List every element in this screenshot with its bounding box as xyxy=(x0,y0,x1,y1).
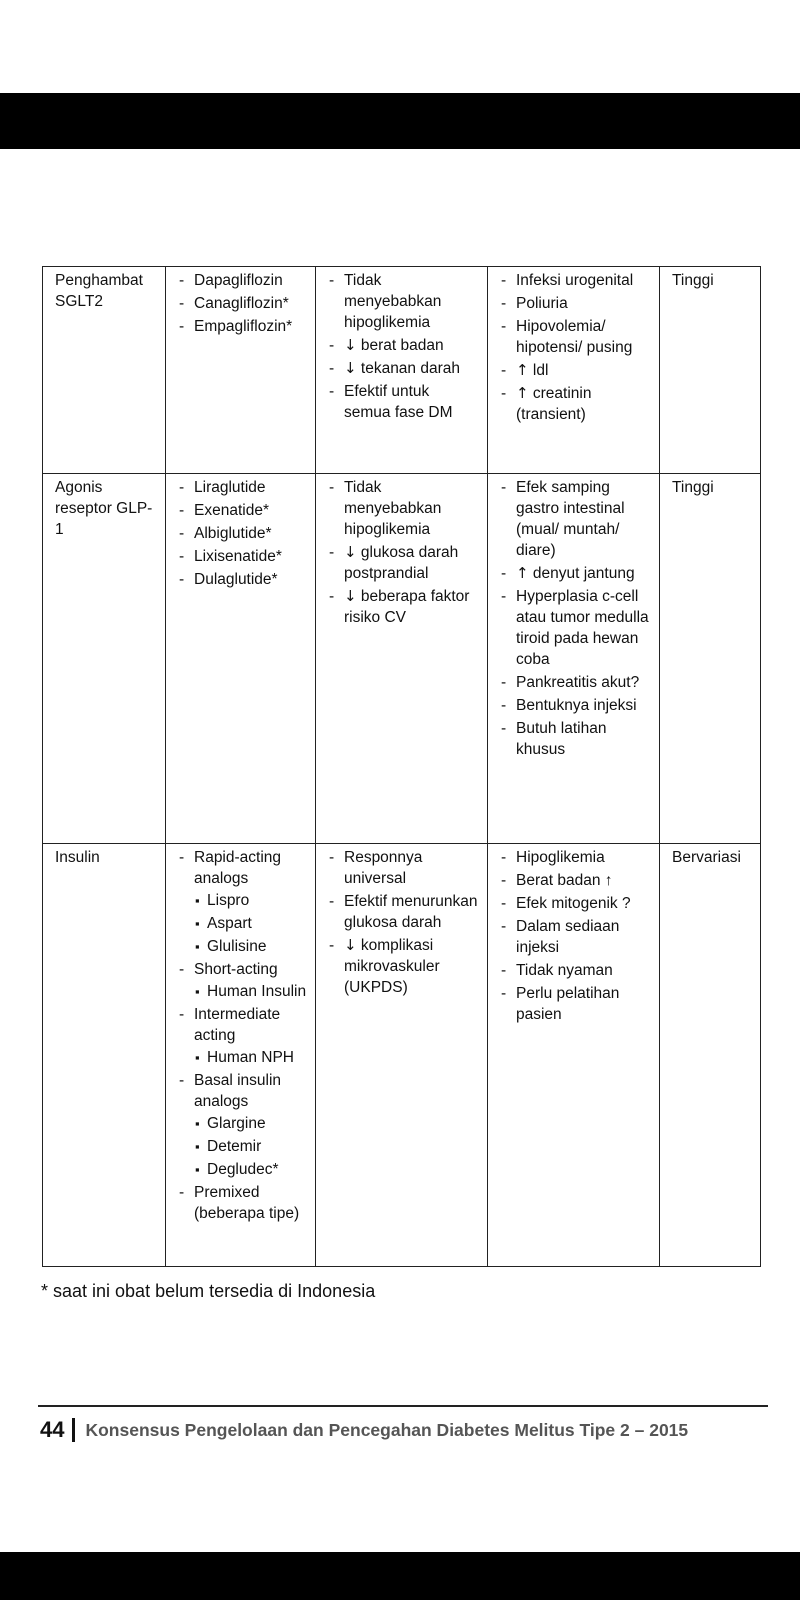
list-item: - Infeksi urogenital xyxy=(500,270,651,291)
list-item: - Efektif untuk semua fase DM xyxy=(328,381,479,423)
arrow-down-icon: ↓ xyxy=(344,936,357,954)
footer-separator xyxy=(72,1418,75,1442)
drug-class-name: Insulin xyxy=(55,849,100,866)
list-item: - Butuh latihan khusus xyxy=(500,718,651,760)
advantages-cell xyxy=(316,844,488,1267)
list-item: - ↑ denyut jantung xyxy=(500,563,651,584)
list-item: - Dulaglutide* xyxy=(178,569,307,590)
footer-title: Konsensus Pengelolaan dan Pencegahan Diabetes Melitus Tipe 2 – 2015 xyxy=(85,1419,689,1440)
advantages-list xyxy=(328,270,479,423)
list-item: - Premixed (beberapa tipe) xyxy=(178,1182,307,1224)
arrow-down-icon: ↓ xyxy=(344,587,357,605)
drug-class-name: Agonis reseptor GLP-1 xyxy=(55,479,153,538)
advantages-list xyxy=(328,847,479,998)
list-item: - ↑ ldl xyxy=(500,360,651,381)
list-item: ▪ Lispro xyxy=(194,890,307,911)
list-item: - ↓ glukosa darah postprandial xyxy=(328,542,479,584)
disadvantages-cell xyxy=(488,474,660,844)
list-item: - Berat badan ↑ xyxy=(500,870,651,891)
list-item: ▪ Human Insulin xyxy=(194,981,307,1002)
list-item: - Albiglutide* xyxy=(178,523,307,544)
page-footer xyxy=(40,1415,688,1445)
list-item: - Short-acting ▪ Human Insulin xyxy=(178,959,307,1002)
top-black-bar xyxy=(0,93,800,149)
table-row xyxy=(43,474,761,844)
footnote: * saat ini obat belum tersedia di Indonesia xyxy=(41,1281,376,1301)
bottom-black-bar xyxy=(0,1552,800,1600)
insulin-type-list xyxy=(178,847,307,1224)
list-item: - ↓ beberapa faktor risiko CV xyxy=(328,586,479,628)
disadvantages-cell xyxy=(488,844,660,1267)
drug-list xyxy=(178,477,307,590)
list-item: - Efektif menurunkan glukosa darah xyxy=(328,891,479,933)
disadvantages-cell xyxy=(488,267,660,474)
list-item: - ↑ creatinin (transient) xyxy=(500,383,651,425)
insulin-sublist xyxy=(194,981,307,1002)
list-item: ▪ Glulisine xyxy=(194,936,307,957)
arrow-down-icon: ↓ xyxy=(344,543,357,561)
drug-class-cell xyxy=(43,474,166,844)
list-item: - Bentuknya injeksi xyxy=(500,695,651,716)
arrow-down-icon: ↓ xyxy=(344,336,357,354)
list-item: - ↓ tekanan darah xyxy=(328,358,479,379)
list-item: ▪ Degludec* xyxy=(194,1159,307,1180)
insulin-sublist xyxy=(194,1047,307,1068)
list-item: - Tidak menyebabkan hipoglikemia xyxy=(328,477,479,540)
drug-class-cell xyxy=(43,267,166,474)
list-item: - Canagliflozin* xyxy=(178,293,307,314)
list-item: ▪ Glargine xyxy=(194,1113,307,1134)
list-item: - Efek mitogenik ? xyxy=(500,893,651,914)
drug-class-name: Penghambat SGLT2 xyxy=(55,272,143,310)
table-row xyxy=(43,844,761,1267)
list-item: - Tidak nyaman xyxy=(500,960,651,981)
cost-value: Bervariasi xyxy=(672,849,741,866)
table-row xyxy=(43,267,761,474)
list-item: ▪ Aspart xyxy=(194,913,307,934)
list-item: - Hipovolemia/ hipotensi/ pusing xyxy=(500,316,651,358)
arrow-up-icon: ↑ xyxy=(516,361,529,379)
drug-list-cell xyxy=(166,267,316,474)
advantages-cell xyxy=(316,267,488,474)
cost-cell xyxy=(660,474,761,844)
list-item: - Efek samping gastro intestinal (mual/ muntah/ diare) xyxy=(500,477,651,561)
list-item: - Dalam sediaan injeksi xyxy=(500,916,651,958)
list-item: - Intermediate acting ▪ Human NPH xyxy=(178,1004,307,1068)
drug-list-cell xyxy=(166,474,316,844)
list-item: - Responnya universal xyxy=(328,847,479,889)
list-item: - Pankreatitis akut? xyxy=(500,672,651,693)
page-number: 44 xyxy=(40,1417,65,1442)
disadvantages-list xyxy=(500,477,651,760)
cost-value: Tinggi xyxy=(672,479,714,496)
insulin-sublist xyxy=(194,1113,307,1180)
insulin-sublist xyxy=(194,890,307,957)
list-item: ▪ Detemir xyxy=(194,1136,307,1157)
disadvantages-list xyxy=(500,847,651,1025)
list-item: - Lixisenatide* xyxy=(178,546,307,567)
list-item: - Basal insulin analogs ▪ Glargine ▪ Detemir ▪ Degludec* xyxy=(178,1070,307,1180)
drug-class-cell xyxy=(43,844,166,1267)
arrow-up-icon: ↑ xyxy=(516,384,529,402)
list-item: - Dapagliflozin xyxy=(178,270,307,291)
drug-list-cell xyxy=(166,844,316,1267)
list-item: - Exenatide* xyxy=(178,500,307,521)
footer-divider xyxy=(38,1405,768,1407)
list-item: - Hyperplasia c-cell atau tumor medulla tiroid pada hewan coba xyxy=(500,586,651,670)
list-item: - Poliuria xyxy=(500,293,651,314)
list-item: - Hipoglikemia xyxy=(500,847,651,868)
list-item: - Liraglutide xyxy=(178,477,307,498)
list-item: - ↓ berat badan xyxy=(328,335,479,356)
cost-value: Tinggi xyxy=(672,272,714,289)
drug-comparison-table xyxy=(42,266,761,1267)
arrow-down-icon: ↓ xyxy=(344,359,357,377)
drug-list xyxy=(178,270,307,337)
list-item: ▪ Human NPH xyxy=(194,1047,307,1068)
cost-cell xyxy=(660,844,761,1267)
advantages-list xyxy=(328,477,479,628)
advantages-cell xyxy=(316,474,488,844)
disadvantages-list xyxy=(500,270,651,425)
arrow-up-icon: ↑ xyxy=(516,564,529,582)
list-item: - ↓ komplikasi mikrovaskuler (UKPDS) xyxy=(328,935,479,998)
list-item: - Perlu pelatihan pasien xyxy=(500,983,651,1025)
list-item: - Empagliflozin* xyxy=(178,316,307,337)
list-item: - Tidak menyebabkan hipoglikemia xyxy=(328,270,479,333)
cost-cell xyxy=(660,267,761,474)
list-item: - Rapid-acting analogs ▪ Lispro ▪ Aspart ▪ Glulisine xyxy=(178,847,307,957)
